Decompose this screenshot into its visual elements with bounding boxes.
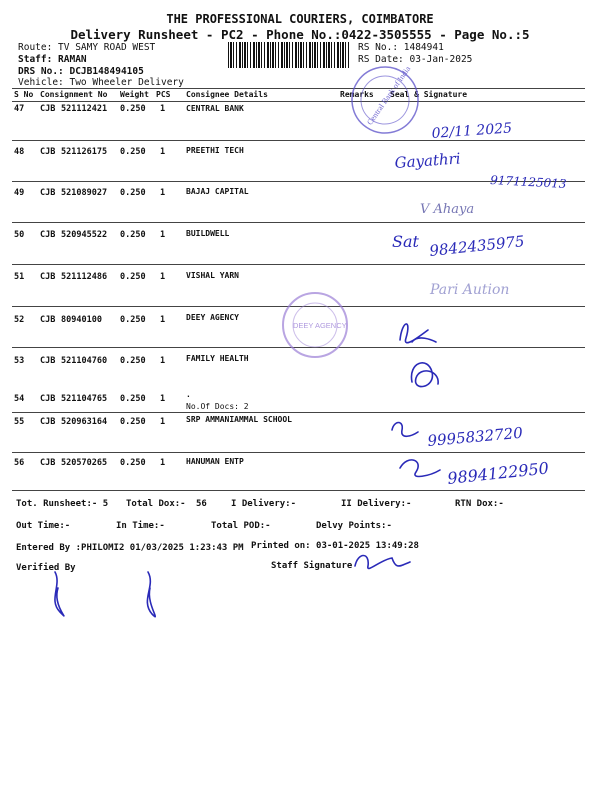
row-consignment-no: 521104765 xyxy=(61,394,108,404)
signature-scribble-55 xyxy=(392,423,418,437)
row-weight: 0.250 xyxy=(120,272,146,282)
delvy-points: Delvy Points:- xyxy=(316,521,392,531)
row-pcs: 1 xyxy=(160,315,166,325)
row-consignment-no: 520945522 xyxy=(61,230,108,240)
row-pcs: 1 xyxy=(160,188,166,198)
row-sno: 55 xyxy=(14,417,25,427)
sig-51: Pari Aution xyxy=(430,282,510,298)
row-pcs: 1 xyxy=(160,230,166,240)
entered-by: Entered By :PHILOMI2 01/03/2025 1:23:43 PM xyxy=(16,543,244,553)
row-cjb: CJB xyxy=(40,147,56,157)
row-weight: 0.250 xyxy=(120,147,146,157)
row-cjb: CJB xyxy=(40,315,56,325)
total-dox-label: Total Dox:- xyxy=(126,499,186,509)
row-sno: 53 xyxy=(14,356,25,366)
agency-stamp-text: DEEY AGENCY xyxy=(293,321,347,330)
row-consignee: HANUMAN ENTP xyxy=(186,457,244,466)
col-consignee: Consignee Details xyxy=(186,90,268,99)
sig-56-phone: 9894122950 xyxy=(446,458,550,488)
col-sno: S No xyxy=(14,90,34,99)
row-cjb: CJB xyxy=(40,458,56,468)
row-sno: 49 xyxy=(14,188,25,198)
row-weight: 0.250 xyxy=(120,458,146,468)
row-sno: 54 xyxy=(14,394,25,404)
col-weight: Weight xyxy=(120,90,149,99)
in-time: In Time:- xyxy=(116,521,165,531)
row-consignment-no: 520963164 xyxy=(61,417,108,427)
row-cjb: CJB xyxy=(40,356,56,366)
tot-runsheet: Tot. Runsheet:- 5 xyxy=(16,499,109,509)
row-consignment-no: 521112486 xyxy=(61,272,108,282)
row-consignee: VISHAL YARN xyxy=(186,271,239,280)
row-consignee: BAJAJ CAPITAL xyxy=(186,187,249,196)
row-consignee: PREETHI TECH xyxy=(186,146,244,155)
sig-48-name: Gayathri xyxy=(394,149,462,172)
row-sno: 48 xyxy=(14,147,25,157)
row-consignment-no: 521089027 xyxy=(61,188,108,198)
total-pod: Total POD:- xyxy=(211,521,271,531)
staff-signature-scribble xyxy=(355,556,410,569)
row-consignee: . xyxy=(186,390,191,399)
runsheet-subtitle: Delivery Runsheet - PC2 - Phone No.:0422-3505555 - Page No.:5 xyxy=(70,27,530,42)
printed-on: Printed on: 03-01-2025 13:49:28 xyxy=(251,541,419,551)
bank-stamp-text: Central Bank of India xyxy=(365,64,413,127)
row-pcs: 1 xyxy=(160,394,166,404)
row-pcs: 1 xyxy=(160,147,166,157)
row-consignment-no: 521112421 xyxy=(61,104,108,114)
drs-number: DRS No.: DCJB148494105 xyxy=(18,66,144,77)
rtn-dox: RTN Dox:- xyxy=(455,499,504,509)
col-remarks: Remarks xyxy=(340,90,374,99)
row-pcs: 1 xyxy=(160,417,166,427)
row-consignee: CENTRAL BANK xyxy=(186,104,244,113)
row-consignment-no: 521104760 xyxy=(61,356,108,366)
verified-by: Verified By xyxy=(16,563,76,573)
agency-stamp xyxy=(283,293,347,357)
bank-stamp xyxy=(339,47,435,145)
row-sno: 52 xyxy=(14,315,25,325)
sig-49: V Ahaya xyxy=(420,202,475,217)
ii-delivery: II Delivery:- xyxy=(341,499,412,509)
row-sno: 51 xyxy=(14,272,25,282)
row-cjb: CJB xyxy=(40,104,56,114)
row-sno: 56 xyxy=(14,458,25,468)
sig-50-phone: 9842435975 xyxy=(428,232,526,260)
row-consignee: BUILDWELL xyxy=(186,229,230,238)
row-cjb: CJB xyxy=(40,230,56,240)
row-weight: 0.250 xyxy=(120,104,146,114)
col-seal-signature: Seal & Signature xyxy=(390,90,468,99)
row-cjb: CJB xyxy=(40,417,56,427)
row-doc-count: No.Of Docs: 2 xyxy=(186,402,249,411)
col-pcs: PCS xyxy=(156,90,171,99)
row-cjb: CJB xyxy=(40,272,56,282)
staff: Staff: RAMAN xyxy=(18,54,87,65)
row-consignment-no: 520570265 xyxy=(61,458,108,468)
signature-scribble-56 xyxy=(400,460,440,477)
row-cjb: CJB xyxy=(40,394,56,404)
row-consignee: FAMILY HEALTH xyxy=(186,354,249,363)
row-weight: 0.250 xyxy=(120,230,146,240)
row-consignment-no: 521126175 xyxy=(61,147,108,157)
rs-date: RS Date: 03-Jan-2025 xyxy=(358,54,473,65)
col-consignment: Consignment No xyxy=(40,90,108,99)
sig-55-phone: 9995832720 xyxy=(426,423,524,450)
row-consignee: SRP AMMANIAMMAL SCHOOL xyxy=(186,415,292,424)
row-weight: 0.250 xyxy=(120,315,146,325)
sig-50-name: Sat xyxy=(392,232,419,251)
row-pcs: 1 xyxy=(160,272,166,282)
row-pcs: 1 xyxy=(160,356,166,366)
staff-signature-label: Staff Signature xyxy=(271,561,353,571)
row-pcs: 1 xyxy=(160,458,166,468)
vehicle: Vehicle: Two Wheeler Delivery xyxy=(18,77,184,88)
sig-48-phone: 9171125013 xyxy=(489,173,567,191)
company-title: THE PROFESSIONAL COURIERS, COIMBATORE xyxy=(166,12,434,26)
route: Route: TV SAMY ROAD WEST xyxy=(18,42,156,53)
row-weight: 0.250 xyxy=(120,394,146,404)
row-weight: 0.250 xyxy=(120,356,146,366)
out-time: Out Time:- xyxy=(16,521,71,531)
verified-signature-1 xyxy=(55,572,64,616)
row-weight: 0.250 xyxy=(120,417,146,427)
signature-scribble-53 xyxy=(411,363,438,387)
row-consignment-no: 80940100 xyxy=(61,315,102,325)
row-cjb: CJB xyxy=(40,188,56,198)
rs-number: RS No.: 1484941 xyxy=(358,42,444,53)
verified-signature-2 xyxy=(147,572,155,617)
row-sno: 50 xyxy=(14,230,25,240)
row-pcs: 1 xyxy=(160,104,166,114)
total-dox-value: 56 xyxy=(196,499,207,509)
signature-scribble-52 xyxy=(400,324,436,343)
row-sno: 47 xyxy=(14,104,25,114)
i-delivery: I Delivery:- xyxy=(231,499,297,509)
row-consignee: DEEY AGENCY xyxy=(186,313,239,322)
sig-47: 02/11 2025 xyxy=(431,120,513,142)
row-weight: 0.250 xyxy=(120,188,146,198)
